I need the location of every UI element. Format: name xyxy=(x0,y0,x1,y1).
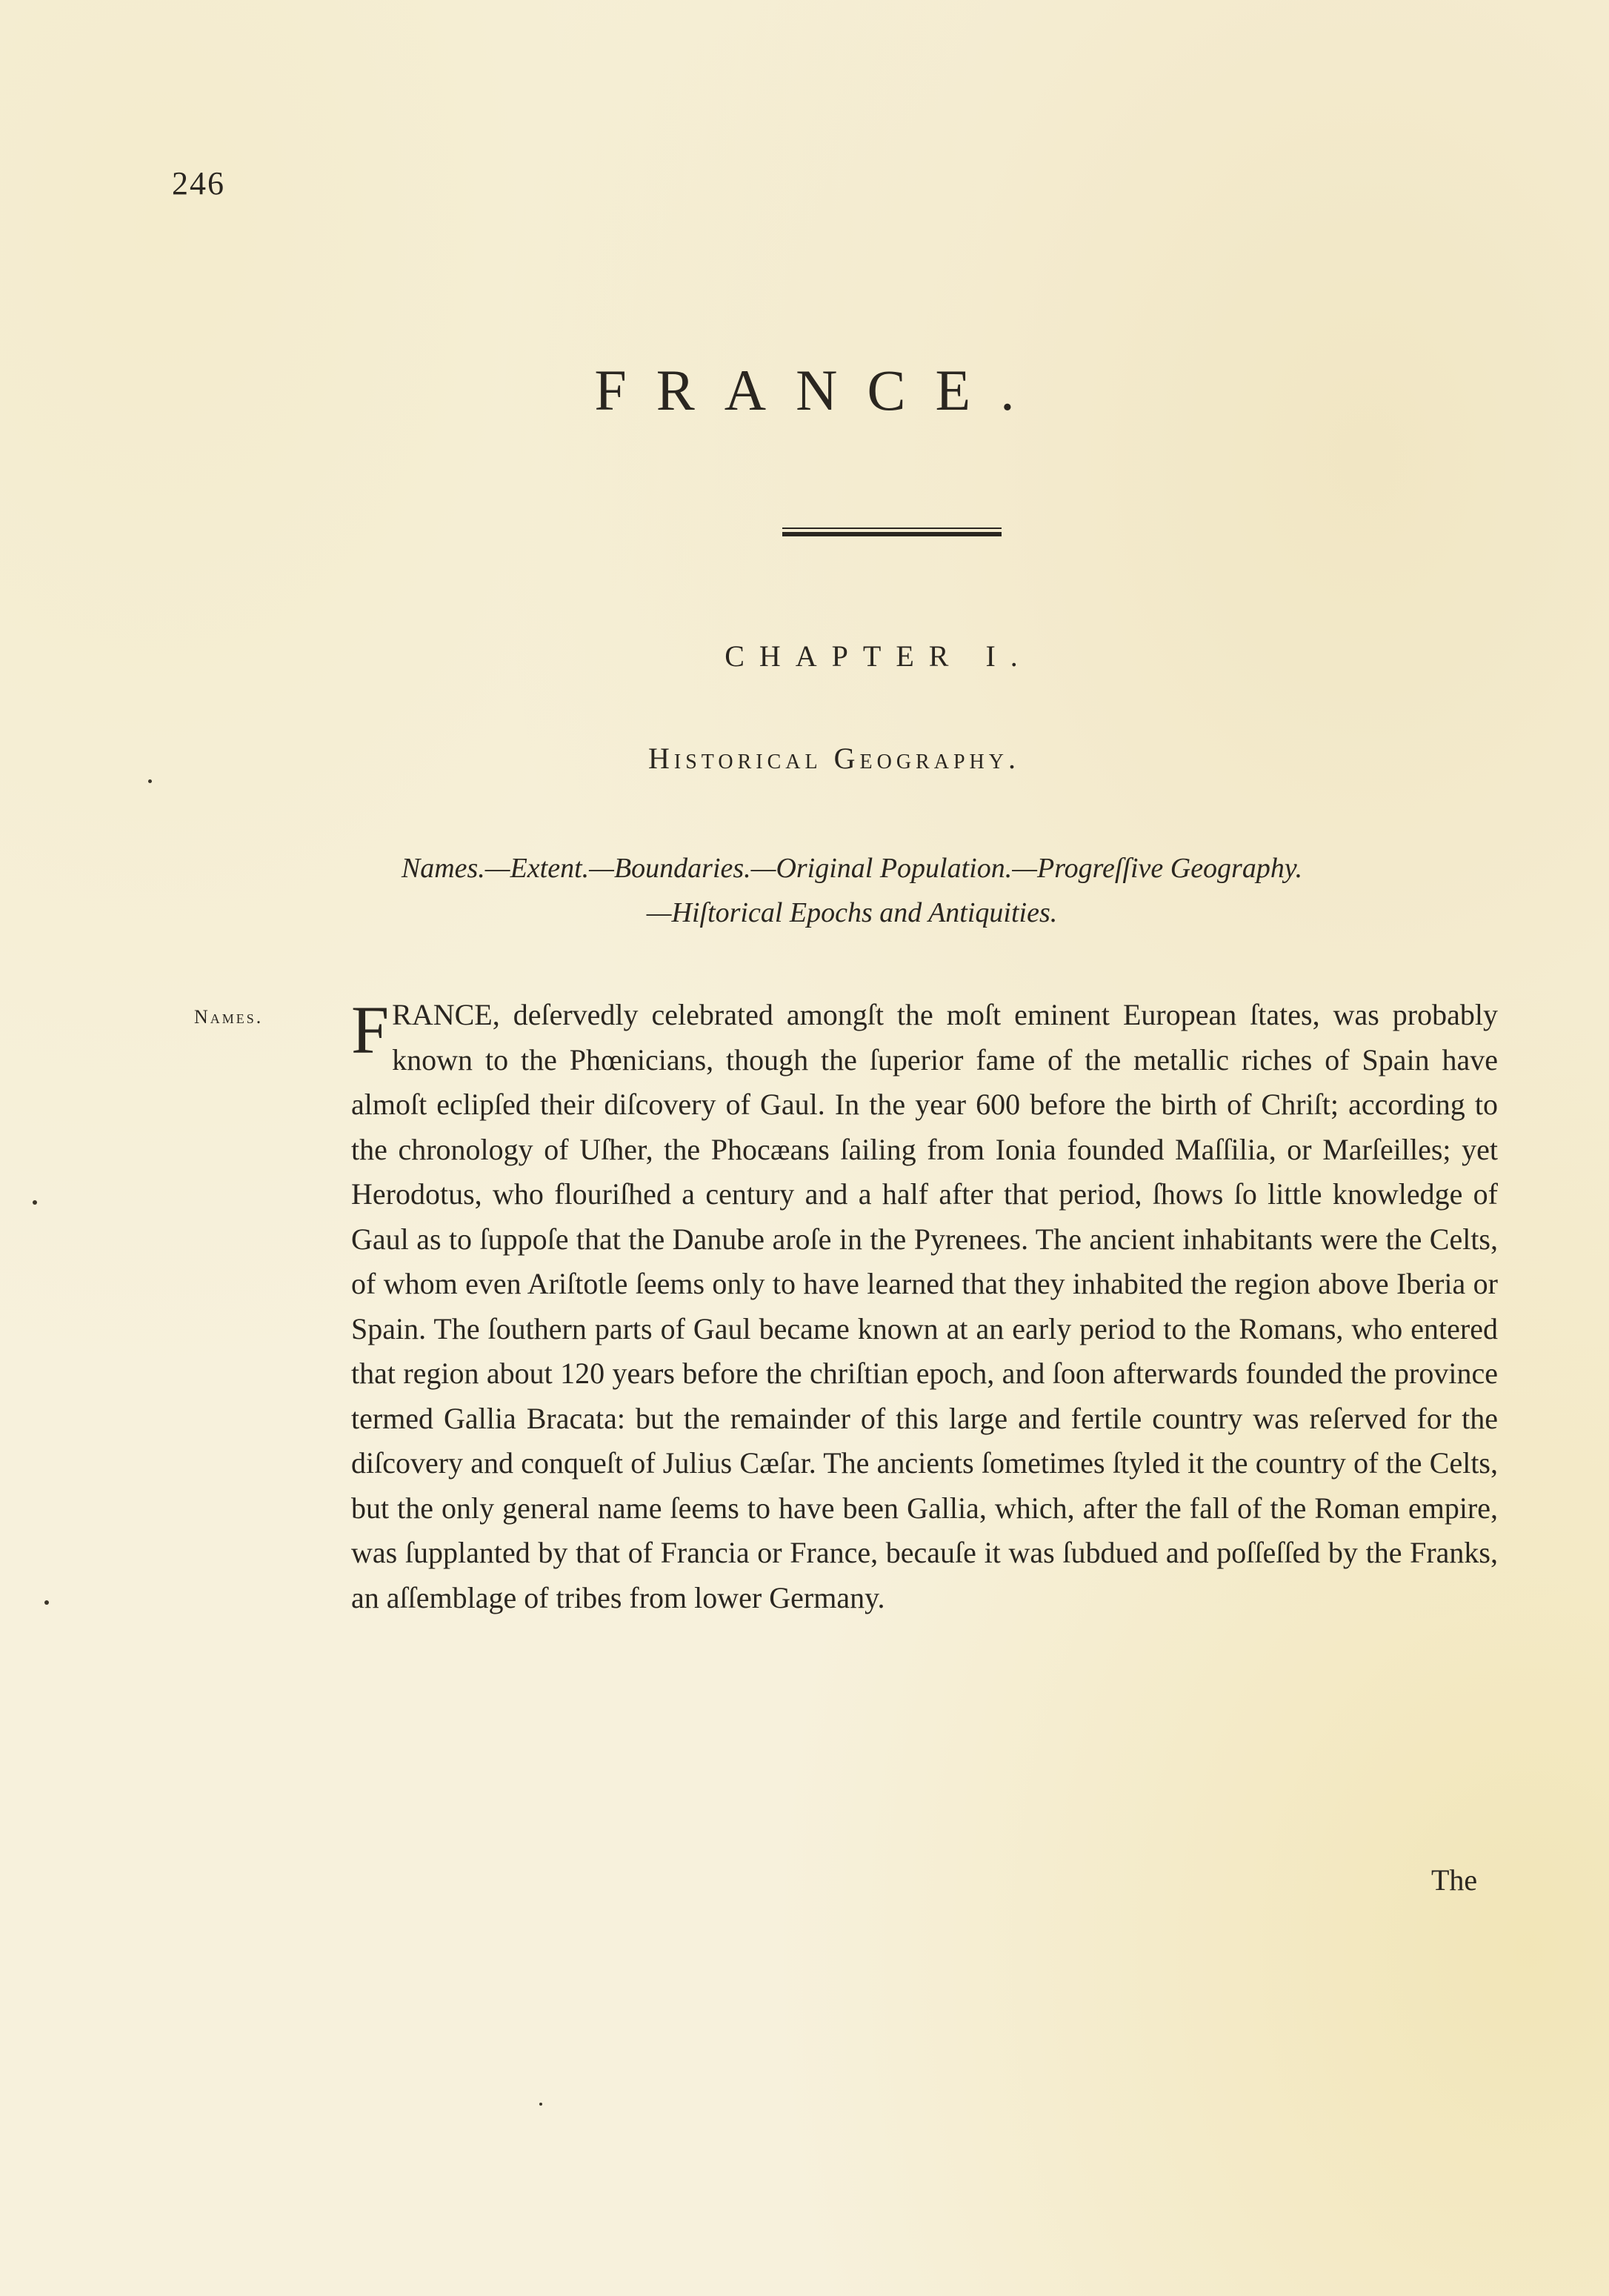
chapter-heading: CHAPTER I. xyxy=(724,639,1033,673)
catchword: The xyxy=(1431,1863,1478,1897)
paper-speck xyxy=(44,1600,49,1605)
page-number: 246 xyxy=(172,165,225,202)
paper-speck xyxy=(148,779,152,783)
paper-speck xyxy=(539,2103,542,2106)
page-title: FRANCE. xyxy=(594,358,1045,422)
section-subtitle: Historical Geography. xyxy=(648,742,1020,775)
contents-line-2: —Hiſtorical Epochs and Antiquities. xyxy=(646,897,1058,928)
drop-cap: F xyxy=(351,992,390,1068)
margin-note: Names. xyxy=(194,1006,264,1028)
rule-thick-line xyxy=(782,532,1002,536)
title-rule xyxy=(782,528,1002,536)
contents-line-1: Names.—Extent.—Boundaries.—Original Population.—Progreſſive Geography. xyxy=(401,853,1303,884)
rule-thin-line xyxy=(782,528,1002,529)
paragraph-text: RANCE, deſervedly celebrated amongſt the moſt eminent European ſtates, was probably known to the Phœnicians, though the ſuperior fame of the metallic riches of Spain have almoſt eclipſed their diſcovery of Gaul. In the year 600 before the birth of Chriſt; according to the chronology of Uſher, the Phocæans ſailing from Ionia founded Maſſilia, or Marſeilles; yet Herodotus, who flouriſhed a century and a half after that period, ſhows ſo little knowledge of Gaul as to ſuppoſe that the Danube aroſe in the Pyrenees. The ancient inhabitants were the Celts, of whom even Ariſtotle ſeems only to have learned that they inhabited the region above Iberia or Spain. The ſouthern parts of Gaul became known at an early period to the Romans, who entered that region about 120 years before the chriſtian epoch, and ſoon afterwards founded the province termed Gallia Bracata: but the remainder of this large and fertile country was reſerved for the diſcovery and conqueſt of Julius Cæſar. The ancients ſometimes ſtyled it the country of the Celts, but the only general name ſeems to have been Gallia, which, after the fall of the Roman empire, was ſupplanted by that of Francia or France, becauſe it was ſubdued and poſſeſſed by the Franks, an aſſemblage of tribes from lower Germany. xyxy=(351,998,1498,1614)
body-paragraph xyxy=(351,993,1498,1620)
chapter-contents xyxy=(326,846,1378,935)
paper-speck xyxy=(33,1200,37,1205)
